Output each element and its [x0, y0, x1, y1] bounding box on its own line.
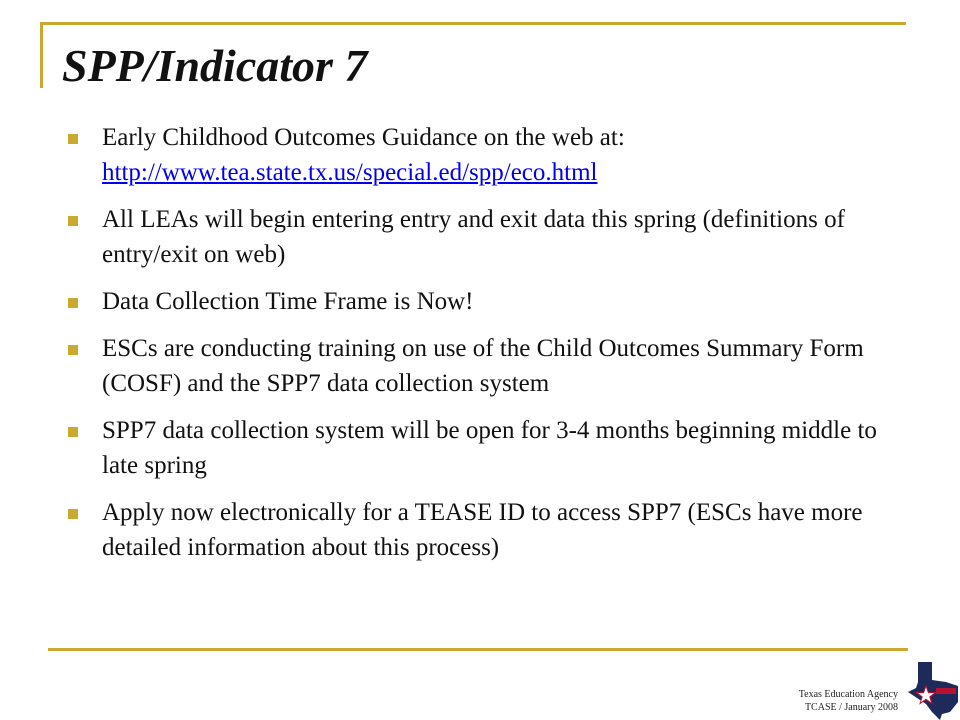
bullet-item [62, 120, 892, 190]
footer [720, 688, 898, 714]
bullet-square-icon [68, 298, 78, 308]
bullet-text: Apply now electronically for a TEASE ID to access SPP7 (ESCs have more detailed information about this process) [102, 499, 863, 561]
left-rule [40, 22, 43, 88]
bullet-square-icon [68, 216, 78, 226]
bullet-square-icon [68, 134, 78, 144]
bullet-square-icon [68, 345, 78, 355]
bullet-text: All LEAs will begin entering entry and exit data this spring (definitions of entry/exit on web) [102, 206, 845, 268]
slide-title: SPP/Indicator 7 [62, 40, 368, 91]
bullet-item [62, 413, 892, 483]
top-rule [40, 22, 906, 25]
bullet-text: Early Childhood Outcomes Guidance on the web at: [102, 124, 625, 151]
bullet-text: SPP7 data collection system will be open for 3-4 months beginning middle to late spring [102, 417, 877, 479]
bullet-text: ESCs are conducting training on use of the Child Outcomes Summary Form (COSF) and the SPP7 data collection system [102, 335, 864, 397]
bullet-square-icon [68, 427, 78, 437]
bullet-item [62, 202, 892, 272]
bottom-rule [48, 648, 908, 651]
bullet-item [62, 331, 892, 401]
bullet-item [62, 284, 892, 319]
bullet-text: Data Collection Time Frame is Now! [102, 288, 474, 315]
bullet-item [62, 495, 892, 565]
footer-event: TCASE / January 2008 [804, 702, 898, 713]
bullet-list [62, 120, 892, 577]
texas-map-star-logo-icon [908, 660, 960, 720]
bullet-square-icon [68, 509, 78, 519]
footer-org: Texas Education Agency [798, 689, 898, 700]
eco-guidance-link[interactable]: http://www.tea.state.tx.us/special.ed/spp/eco.html [102, 159, 598, 186]
